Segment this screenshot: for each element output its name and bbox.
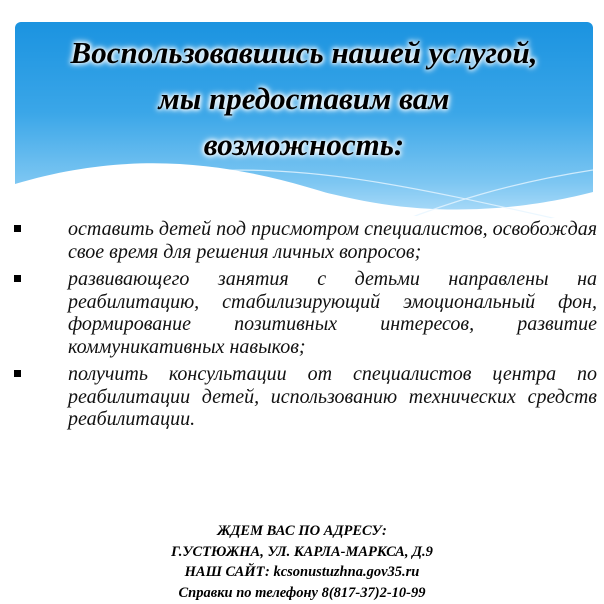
address: Г.УСТЮЖНА, УЛ. КАРЛА-МАРКСА, Д.9 bbox=[171, 543, 433, 560]
list-item bbox=[0, 268, 604, 358]
title-line: Воспользовавшись нашей услугой, bbox=[70, 35, 538, 70]
square-bullet-icon bbox=[14, 370, 21, 377]
header-banner bbox=[15, 22, 593, 222]
address-heading: ЖДЕМ ВАС ПО АДРЕСУ: bbox=[217, 523, 387, 539]
list-item bbox=[0, 218, 604, 263]
list-item-text: получить консультации от специалистов центра по реабилитации детей, использованию технических средств реабилитации. bbox=[68, 363, 597, 430]
list-item-text: развивающего занятия с детьми направлены на реабилитацию, стабилизирующий эмоциональный фон, формирование позитивных интересов, развитие коммуникативных навыков; bbox=[68, 268, 597, 358]
list-item-text: оставить детей под присмотром специалистов, освобождая свое время для решения личных вопросов; bbox=[68, 218, 597, 263]
benefits-list bbox=[0, 218, 604, 436]
square-bullet-icon bbox=[14, 275, 21, 282]
list-item bbox=[0, 363, 604, 431]
title-line: возможность: bbox=[203, 127, 405, 162]
contact-footer bbox=[0, 521, 604, 603]
website: НАШ САЙТ: kcsonustuzhna.gov35.ru bbox=[184, 564, 420, 580]
square-bullet-icon bbox=[14, 225, 21, 232]
title-line: мы предоставим вам bbox=[158, 81, 450, 116]
phone: Справки по телефону 8(817-37)2-10-99 bbox=[178, 584, 426, 601]
page-title bbox=[15, 30, 593, 168]
